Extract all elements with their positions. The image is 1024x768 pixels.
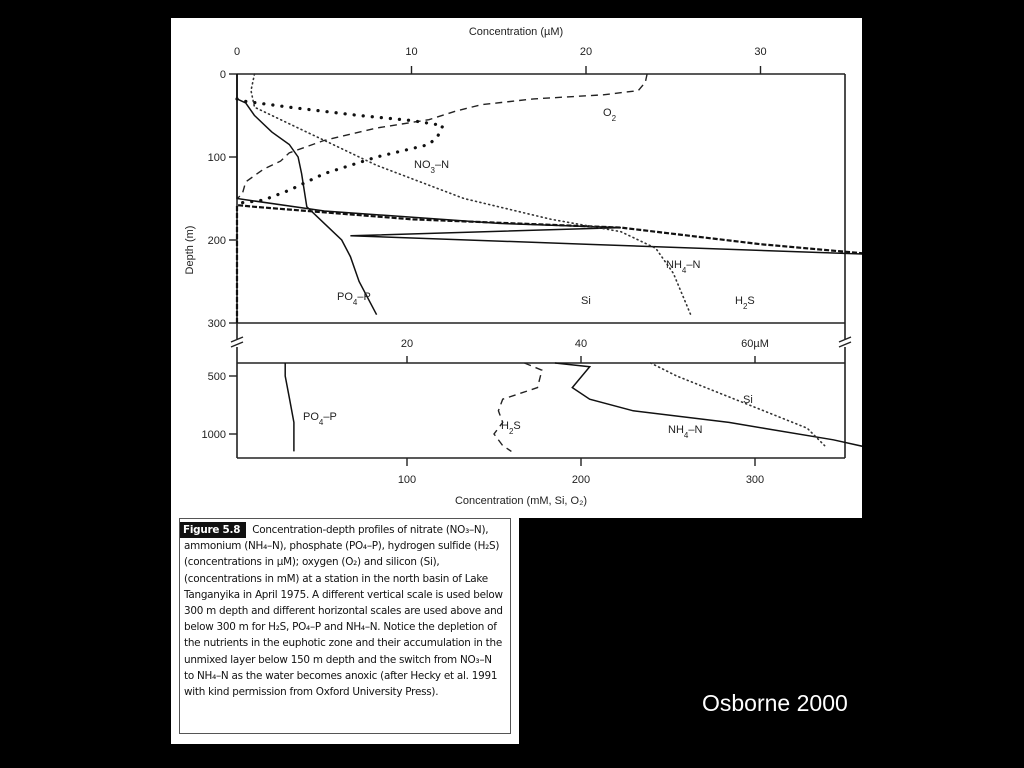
lower-x-axis-title: Concentration (mM, Si, O₂) — [454, 495, 588, 507]
upper-y-tick-label: 100 — [207, 152, 226, 164]
series-line-upper-o — [237, 74, 647, 199]
label-o2: $O_2$ — [603, 107, 617, 123]
series-line-upper-hs — [237, 205, 862, 323]
axes — [231, 74, 851, 458]
upper-y-tick-label: 200 — [207, 235, 226, 247]
y-axis-title: Depth (m) — [184, 225, 196, 275]
caption-text: Concentration-depth profiles of nitrate (NO₃–N), ammonium (NH₄–N), phosphate (PO₄–P), hydrogen sulfide (H₂S) (concentrations in µM); oxygen (O₂) and silicon (Si), (concentrations in mM) at a station in the north basin of Lake Tanganyika in April 1975. A different vertical scale is used below 300 m depth and different horizontal scales are used above and below 300 m for H₂S, PO₄–P and NH₄–N. Notice the depletion of the nutrients in the euphotic zone and their accumulation in the unmixed layer below 150 m depth and the switch from NO₃–N to NH₄–N as the water becomes anoxic (after Hecky et al. 1991 with kind permission from Oxford University Press). — [184, 524, 503, 699]
series-line-upper-non — [237, 99, 443, 207]
lower-top-x-tick-label: 20 — [400, 338, 414, 350]
series-line-upper-nhn — [237, 74, 862, 315]
series-line-lower-hs — [494, 363, 542, 451]
series-labels — [303, 107, 755, 440]
label-h2s-lower: $H_2S$ — [501, 420, 521, 436]
label-po4p-lower: $PO_4-P$ — [303, 411, 337, 427]
upper-x-tick-label: 30 — [754, 46, 767, 58]
label-si-lower: Si — [743, 394, 753, 406]
source-credit: Osborne 2000 — [702, 690, 848, 716]
upper-y-tick-label: 0 — [219, 69, 226, 81]
upper-x-tick-label: 20 — [579, 46, 593, 58]
upper-x-axis-title: Concentration (µM) — [468, 26, 564, 38]
lower-bottom-x-tick-label: 200 — [571, 474, 591, 486]
lower-bottom-x-tick-label: 100 — [397, 474, 417, 486]
lower-bottom-x-tick-label: 300 — [745, 474, 765, 486]
lower-y-tick-label: 1000 — [201, 429, 226, 441]
label-nh4n-lower: $NH_4-N$ — [668, 424, 703, 440]
lower-top-x-tick-label: 40 — [574, 338, 588, 350]
caption-panel — [171, 518, 519, 744]
series-lines — [237, 74, 862, 454]
figure-number-label: Figure 5.8 — [180, 522, 246, 538]
series-line-upper-pop — [237, 74, 377, 315]
label-h2s-upper: $H_2S$ — [735, 295, 755, 311]
series-line-lower-pop — [285, 363, 294, 451]
upper-x-tick-label: 10 — [405, 46, 418, 58]
figure-caption — [179, 518, 511, 734]
depth-profile-chart — [171, 18, 862, 518]
label-no3n: $NO_3-N$ — [414, 159, 450, 175]
series-line-lower-nhn — [555, 363, 862, 454]
upper-x-tick-label: 0 — [233, 46, 241, 58]
label-nh4n-upper: $NH_4-N$ — [666, 259, 701, 275]
lower-top-x-tick-label: 60µM — [741, 338, 769, 350]
label-po4p-upper: $PO_4-P$ — [337, 291, 371, 307]
lower-y-tick-label: 500 — [207, 371, 226, 383]
upper-y-tick-label: 300 — [207, 318, 226, 330]
label-si-upper: Si — [581, 295, 591, 307]
figure-panel — [171, 18, 862, 518]
